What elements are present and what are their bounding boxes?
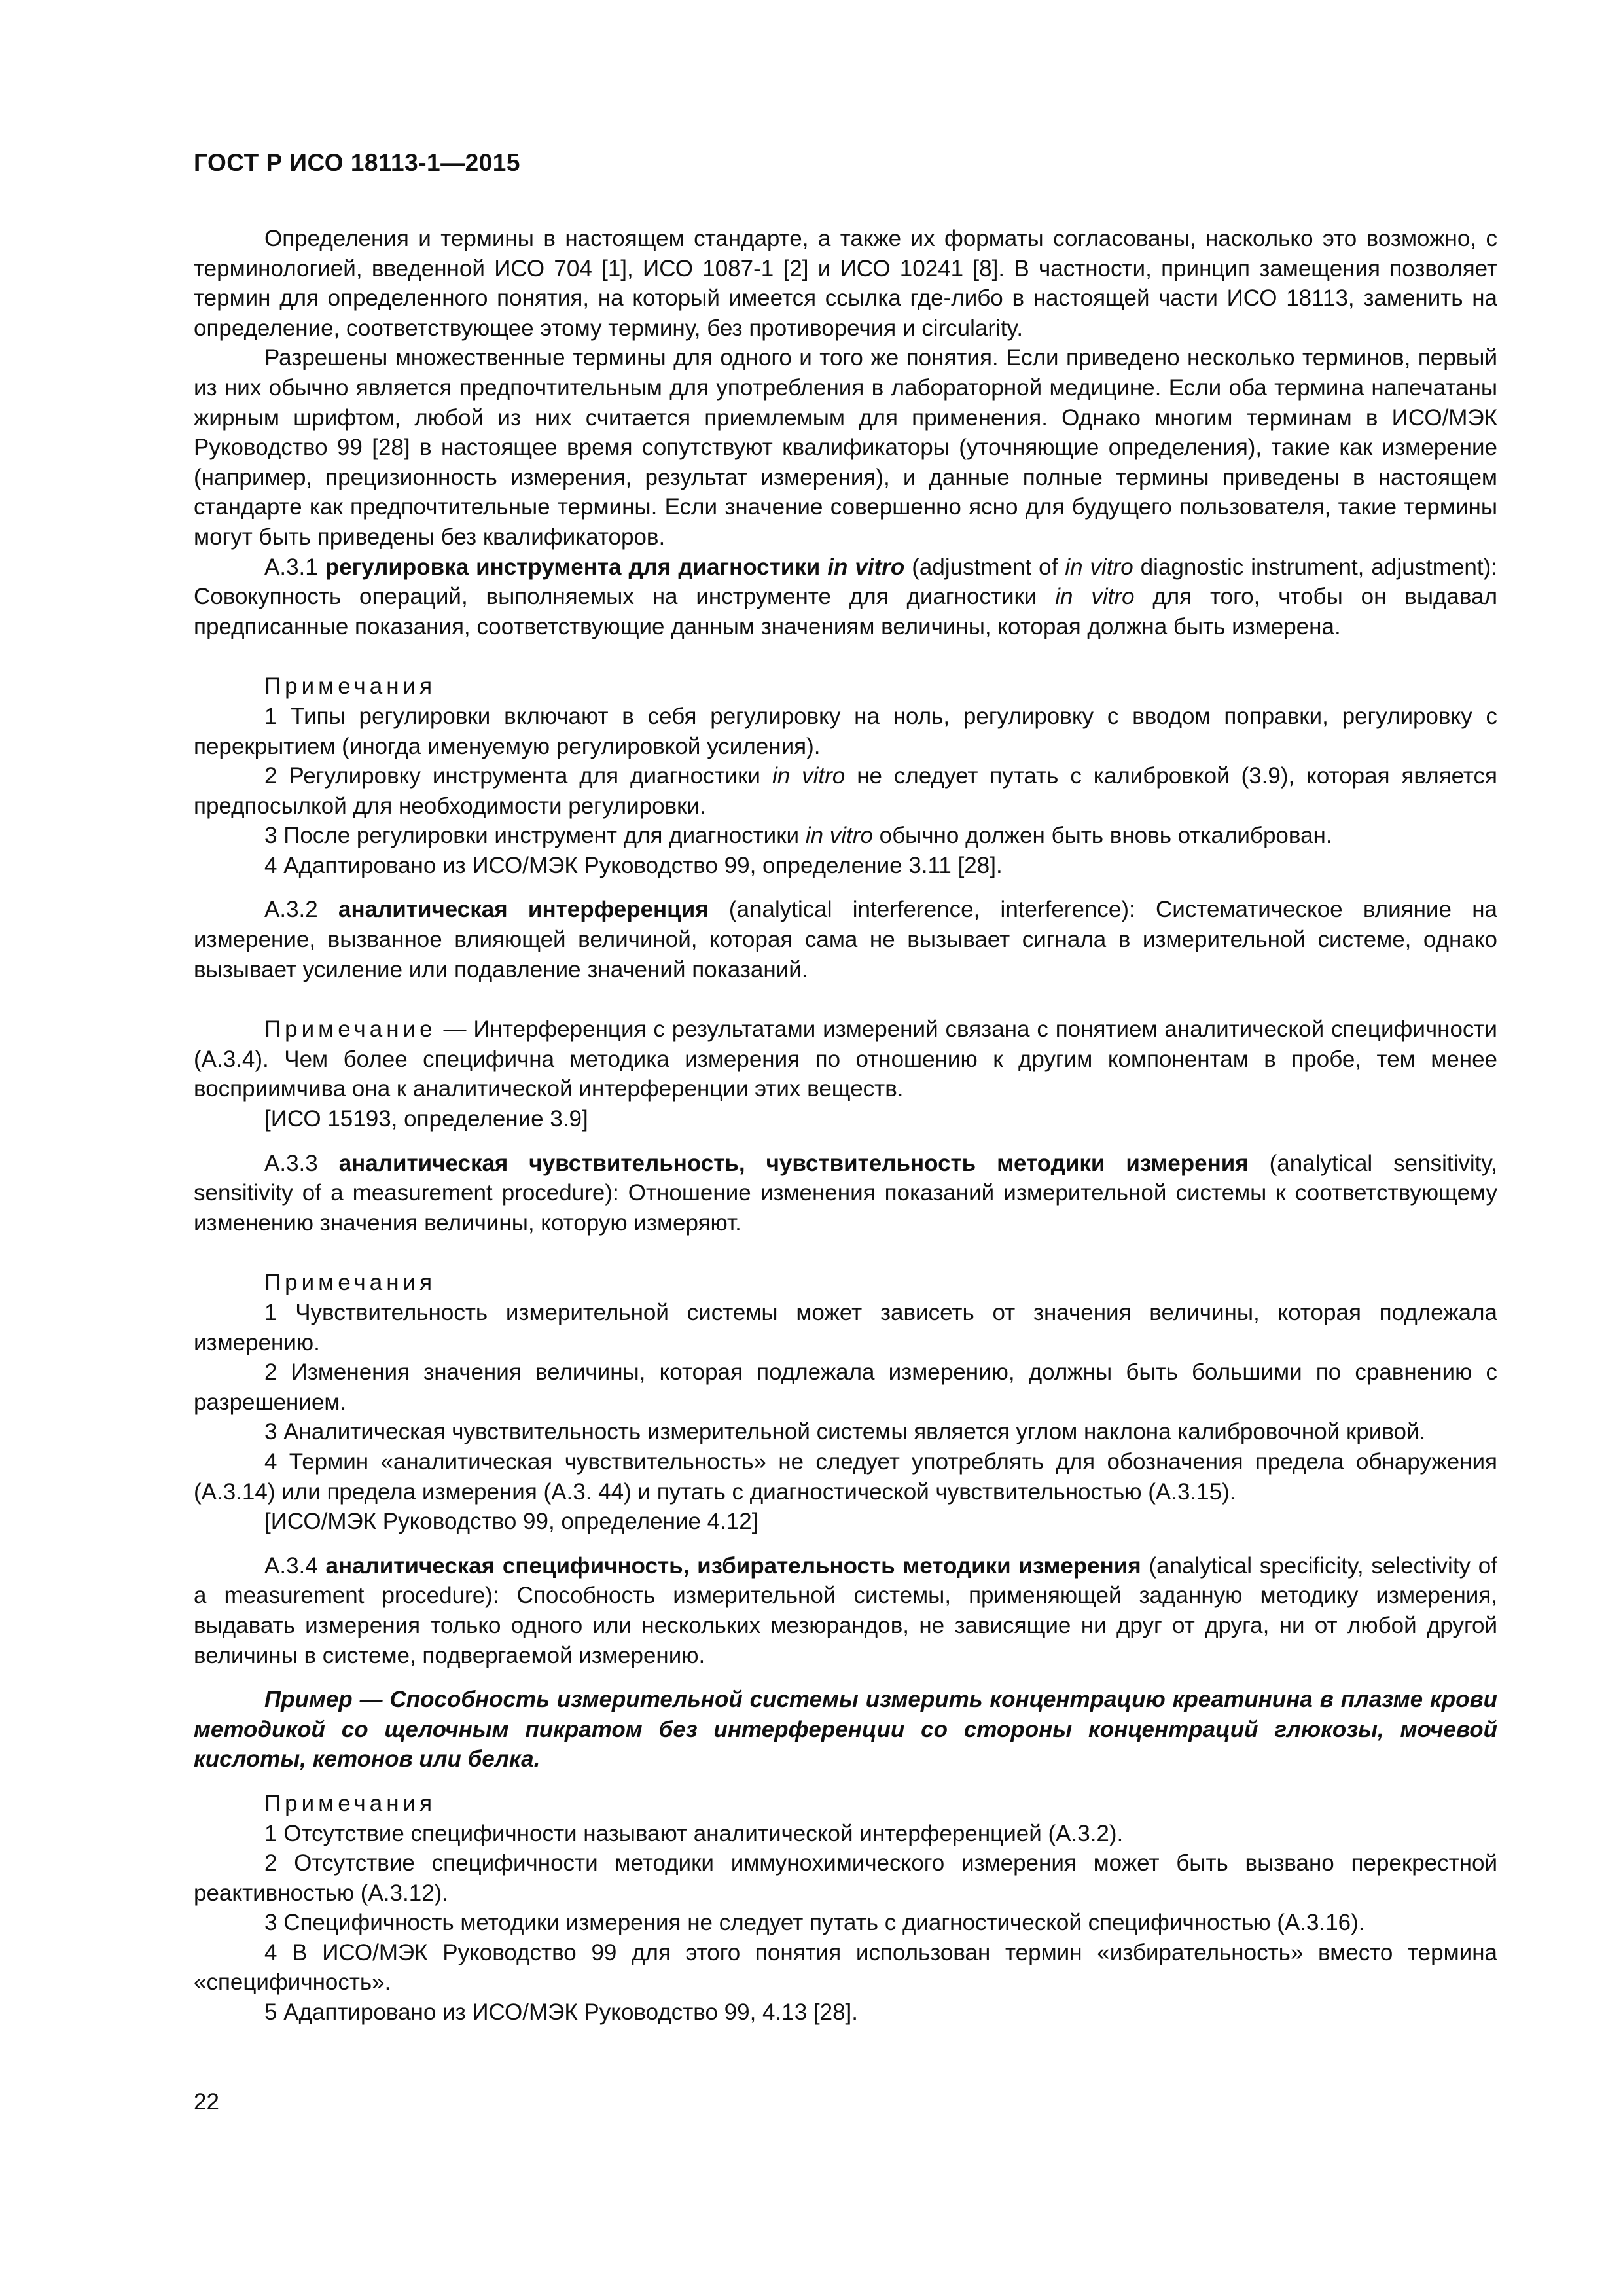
note-item: 3 После регулировки инструмент для диагностики in vitro обычно должен быть вновь откалиброван.: [264, 823, 1332, 849]
standard-designation: ГОСТ Р ИСО 18113-1—2015: [194, 149, 520, 176]
term-title: аналитическая специфичность, избирательность методики измерения: [325, 1552, 1141, 1579]
notes-heading: Примечания: [264, 673, 437, 700]
intro-paragraph-2: Разрешены множественные термины для одного и того же понятия. Если приведено несколько терминов, первый из них обычно является предпочтительным для употребления в лабораторной медицине. Если оба термина напечатаны жирным шрифтом, любой из них считается приемлемым для применения. Однако многим терминам в ИСО/МЭК Руководство 99 [28] в настоящее время сопутствуют квалификаторы (уточняющие определения), такие как измерение (например, прецизионность измерения, результат измерения), и данные полные термины приведены в настоящем стандарте как предпочтительные термины. Если значение совершенно ясно для будущего пользователя, такие термины могут быть приведены без квалификаторов.: [194, 345, 1497, 550]
term-title-italic: in vitro: [827, 554, 905, 580]
note-item: 4 Термин «аналитическая чувствительность» не следует употреблять для обозначения предела обнаружения (А.3.14) или предела измерения (А.3. 44) и путать с диагностической чувствительностью (А.3.15).: [194, 1448, 1497, 1505]
intro-paragraph-1: Определения и термины в настоящем стандарте, а также их форматы согласованы, насколько это возможно, с терминологией, введенной ИСО 704 [1], ИСО 1087-1 [2] и ИСО 10241 [8]. В частности, принцип замещения позволяет термин для определенного понятия, на который имеется ссылка где-либо в настоящей части ИСО 18113, заменить на определение, соответствующее этому термину, без противоречия и circularity.: [194, 226, 1497, 341]
note-item: 1 Типы регулировки включают в себя регулировку на ноль, регулировку с вводом поправки, регулировку с перекрытием (иногда именуемую регулировкой усиления).: [194, 703, 1497, 759]
note-item: 2 Регулировку инструмента для диагностики in vitro не следует путать с калибровкой (3.9), которая является предпосылкой для необходимости регулировки.: [194, 763, 1497, 819]
notes-heading: Примечания: [264, 1270, 437, 1296]
source-reference: [ИСО/МЭК Руководство 99, определение 4.12]: [264, 1509, 758, 1535]
notes-heading: Примечания: [264, 1790, 437, 1816]
term-number: А.3.2: [264, 897, 318, 923]
term-title: аналитическая чувствительность, чувствительность методики измерения: [338, 1150, 1249, 1176]
note-single: Примечание — Интерференция с результатами измерений связана с понятием аналитической специфичности (А.3.4). Чем более специфична методика измерения по отношению к другим компонентам в пробе, тем менее восприимчива она к аналитической интерференции этих веществ.: [194, 1016, 1497, 1102]
term-a34: А.3.4 аналитическая специфичность, избирательность методики измерения (analytical specificity, selectivity of a measurement procedure): Способность измерительной системы, применяющей заданную методику измерения, выдавать измерения только одного или нескольких мезюрандов, не зависящие ни друг от друга, ни от любой другой величины в системе, подвергаемой измерению.: [194, 1552, 1497, 1668]
example-paragraph: Пример — Способность измерительной системы измерить концентрацию креатинина в плазме крови методикой со щелочным пикратом без интерференции со стороны концентраций глюкозы, мочевой кислоты, кетонов или белка.: [194, 1687, 1497, 1772]
term-a33: А.3.3 аналитическая чувствительность, чувствительность методики измерения (analytical sensitivity, sensitivity of a measurement procedure): Отношение изменения показаний измерительной системы к соответствующему изменению значения величины, которую измеряют.: [194, 1150, 1497, 1236]
term-a31: А.3.1 регулировка инструмента для диагностики in vitro (adjustment of in vitro diagnostic instrument, adjustment): Совокупность операций, выполняемых на инструменте для диагностики in vitro для того, чтобы он выдавал предписанные показания, соответствующие данным значениям величины, которая должна быть измерена.: [194, 554, 1497, 639]
page-number: 22: [194, 2089, 219, 2115]
term-number: А.3.1: [264, 554, 318, 580]
note-item: 3 Аналитическая чувствительность измерительной системы является углом наклона калибровочной кривой.: [264, 1419, 1426, 1445]
note-item: 2 Изменения значения величины, которая подлежала измерению, должны быть большими по сравнению с разрешением.: [194, 1359, 1497, 1415]
page-body: [194, 224, 1497, 2028]
note-label: Примечание: [264, 1016, 437, 1043]
note-item: 2 Отсутствие специфичности методики иммунохимического измерения может быть вызвано перекрестной реактивностью (А.3.12).: [194, 1850, 1497, 1906]
note-item: 5 Адаптировано из ИСО/МЭК Руководство 99, 4.13 [28].: [264, 2000, 859, 2026]
term-number: А.3.3: [264, 1150, 318, 1176]
note-item: 1 Чувствительность измерительной системы может зависеть от значения величины, которая подлежала измерению.: [194, 1300, 1497, 1355]
note-item: 3 Специфичность методики измерения не следует путать с диагностической специфичностью (А.3.16).: [264, 1910, 1365, 1936]
note-item: 4 В ИСО/МЭК Руководство 99 для этого понятия использован термин «избирательность» вместо термина «специфичность».: [194, 1939, 1497, 1996]
term-a32: А.3.2 аналитическая интерференция (analytical interference, interference): Систематическое влияние на измерение, вызванное влияющей величиной, которая сама не вызывает сигнала в измерительной системе, однако вызывает усиление или подавление значений показаний.: [194, 897, 1497, 982]
note-item: 1 Отсутствие специфичности называют аналитической интерференцией (А.3.2).: [264, 1820, 1124, 1846]
term-title: регулировка инструмента для диагностики: [325, 554, 821, 580]
note-item: 4 Адаптировано из ИСО/МЭК Руководство 99, определение 3.11 [28].: [264, 852, 1003, 878]
term-title: аналитическая интерференция: [338, 897, 709, 923]
term-number: А.3.4: [264, 1552, 318, 1579]
source-reference: [ИСО 15193, определение 3.9]: [264, 1106, 588, 1132]
